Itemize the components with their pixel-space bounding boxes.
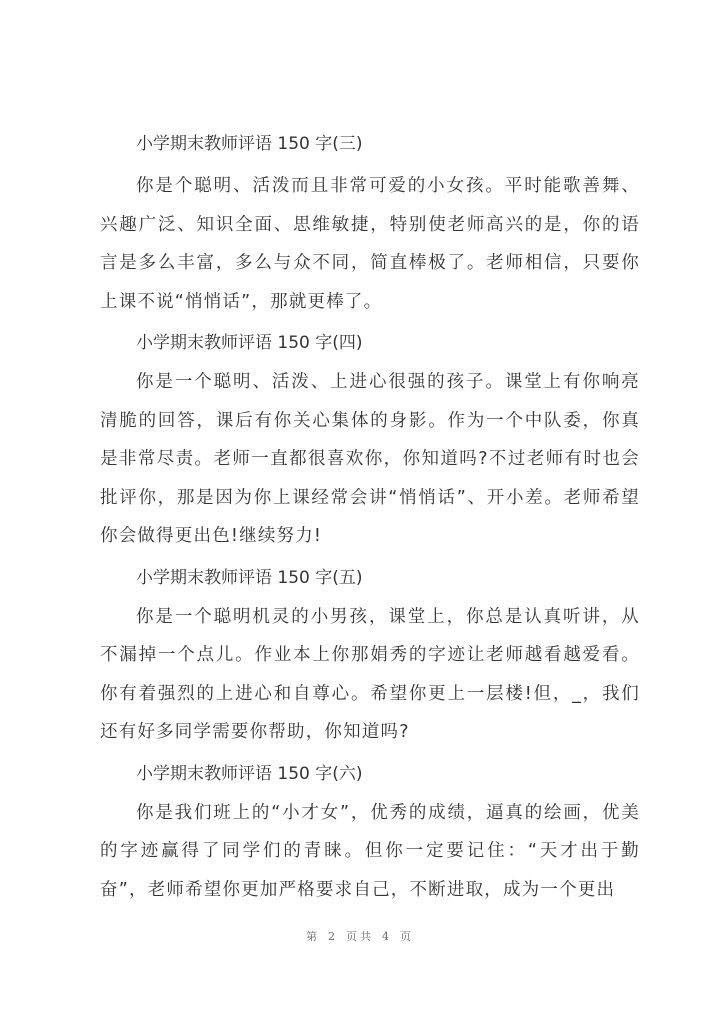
page-footer (0, 928, 720, 944)
page-label-suffix: 页 (400, 930, 414, 943)
section-paragraph-6: 你是我们班上的“小才女”，优秀的成绩，逼真的绘画，优美的字迹赢得了同学们的青睐。但你一定要记住：“天才出于勤奋”，老师希望你更加严格要求自己，不断进取，成为一个更出 (100, 802, 640, 900)
page-label-mid: 页共 (346, 930, 374, 943)
current-page-number: 2 (328, 930, 338, 943)
section-paragraph-4: 你是一个聪明、活泼、上进心很强的孩子。课堂上有你响亮清脆的回答，课后有你关心集体的身影。作为一个中队委，你真是非常尽责。老师一直都很喜欢你，你知道吗?不过老师有时也会批评你，那是因为你上课经常会讲“悄悄话”、开小差。老师希望你会做得更出色!继续努力! (100, 372, 640, 546)
section-heading-4: 小学期末教师评语 150 字(四) (136, 333, 363, 353)
section-paragraph-3: 你是个聪明、活泼而且非常可爱的小女孩。平时能歌善舞、兴趣广泛、知识全面、思维敏捷，特别使老师高兴的是，你的语言是多么丰富，多么与众不同，简直棒极了。老师相信，只要你上课不说“悄悄话”，那就更棒了。 (100, 176, 640, 312)
page-label-prefix: 第 (306, 930, 320, 943)
section-heading-5: 小学期末教师评语 150 字(五) (136, 567, 363, 588)
section-paragraph-5: 你是一个聪明机灵的小男孩，课堂上，你总是认真听讲，从不漏掉一个点儿。作业本上你那娟秀的字迹让老师越看越爱看。你有着强烈的上进心和自尊心。希望你更上一层楼!但，_，我们还有好多同学需要你帮助，你知道吗? (100, 606, 640, 742)
section-heading-6: 小学期末教师评语 150 字(六) (136, 763, 363, 784)
document-body (100, 124, 640, 911)
total-pages-number: 4 (382, 930, 392, 943)
section-heading-3: 小学期末教师评语 150 字(三) (136, 134, 363, 154)
